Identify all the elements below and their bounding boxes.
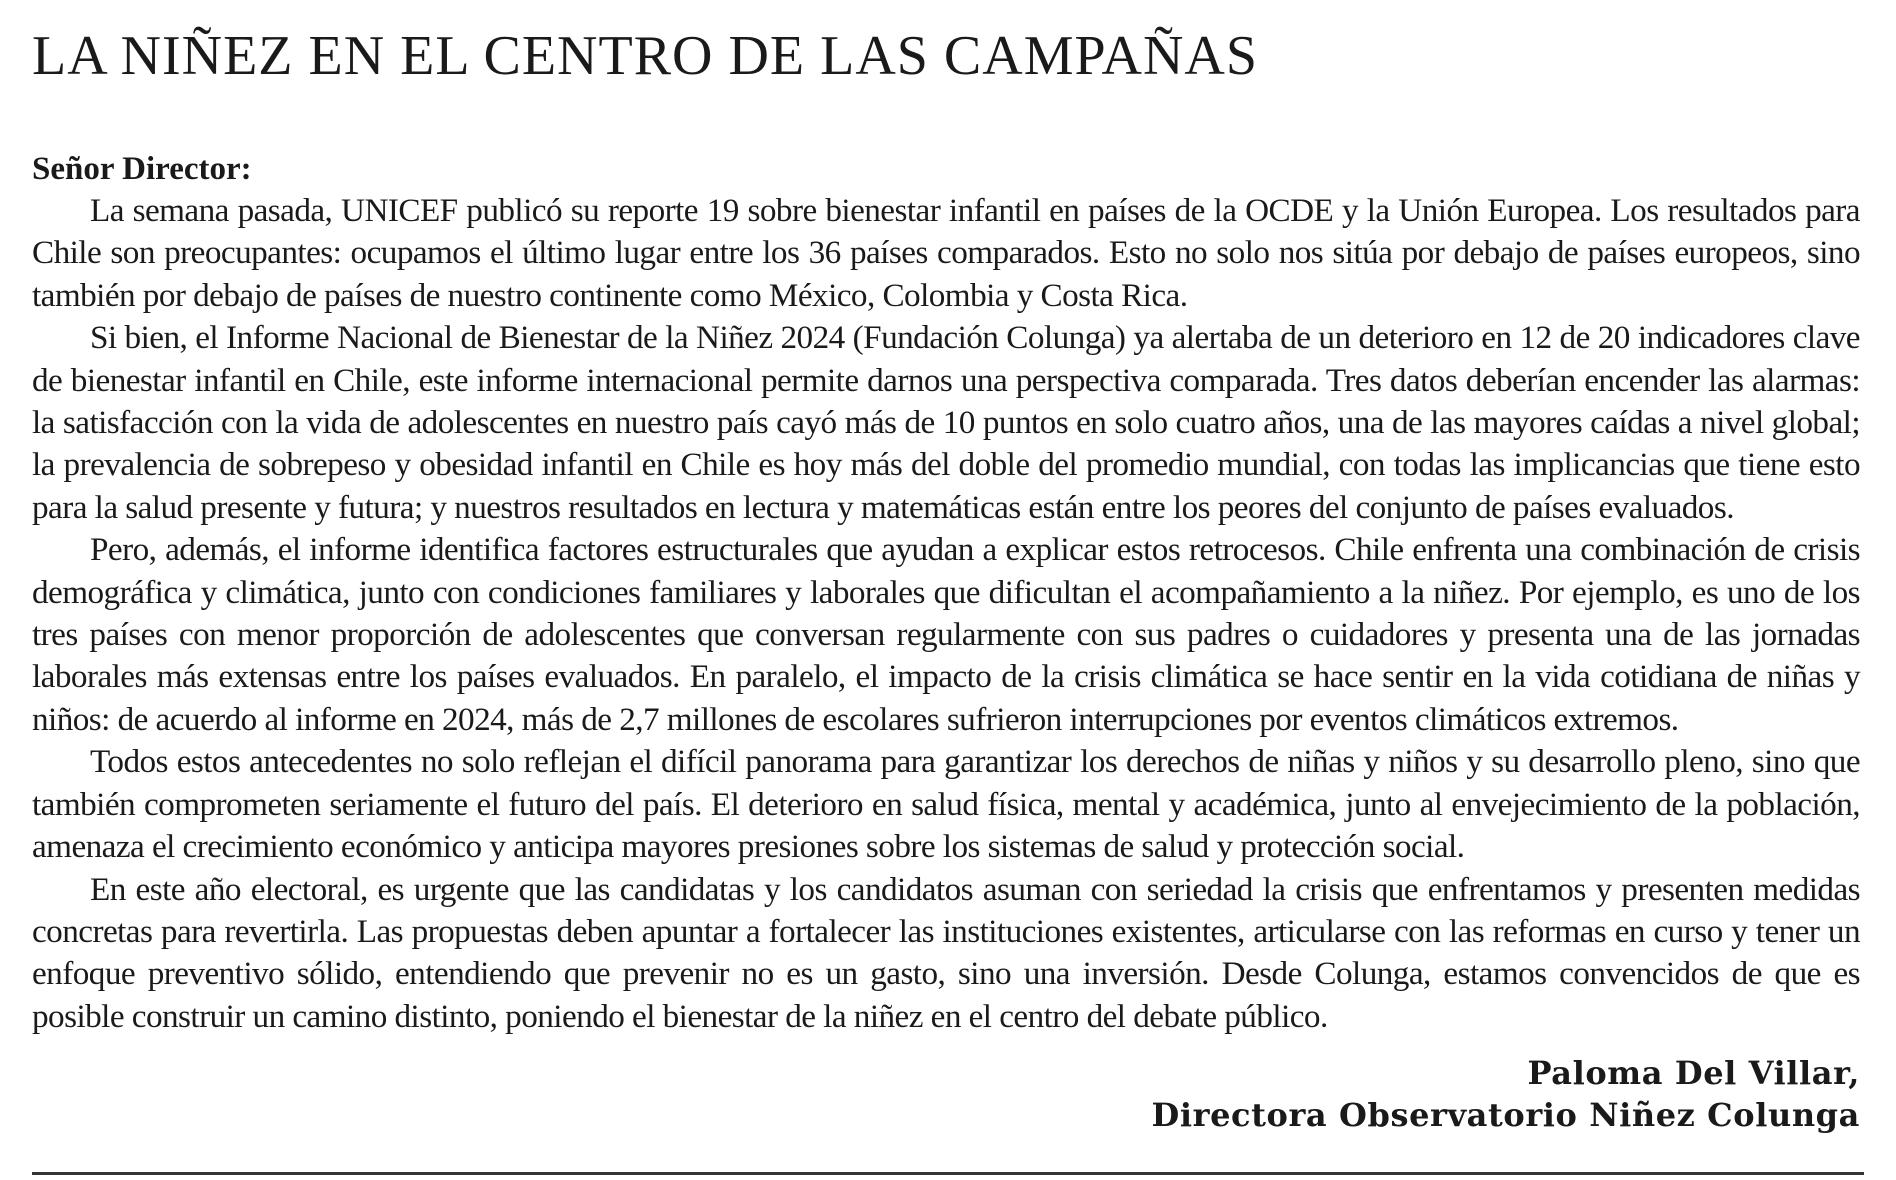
paragraph: En este año electoral, es urgente que las candidatas y los candidatos asuman con seriedad la crisis que enfrentamos y presenten medidas concretas para revertirla. Las propuestas deben apuntar a fortalecer las instituciones existentes, articularse con las reformas en curso y tener un enfoque preventivo sólido, entendiendo que prevenir no es un gasto, sino una inversión. Desde Colunga, estamos convencidos de que es posible construir un camino distinto, poniendo el bienestar de la niñez en el centro del debate público.	[32, 870, 1860, 1035]
paragraph: Todos estos antecedentes no solo reflejan el difícil panorama para garantizar los derechos de niñas y niños y su desarrollo pleno, sino que también comprometen seriamente el futuro del país. El deterioro en salud física, mental y académica, junto al envejecimiento de la población, amenaza el crecimiento económico y anticipa mayores presiones sobre los sistemas de salud y protección social.	[32, 743, 1860, 866]
paragraph: Si bien, el Informe Nacional de Bienestar de la Niñez 2024 (Fundación Colunga) ya alertaba de un deterioro en 12 de 20 indicadores clave de bienestar infantil en Chile, este informe internacional permite darnos una perspectiva comparada. Tres datos deberían encender las alarmas: la satisfacción con la vida de adolescentes en nuestro país cayó más de 10 puntos en solo cuatro años, una de las mayores caídas a nivel global; la prevalencia de sobrepeso y obesidad infantil en Chile es hoy más del doble del promedio mundial, con todas las implicancias que tiene esto para la salud presente y futura; y nuestros resultados en lectura y matemáticas están entre los peores del conjunto de países evaluados.	[32, 319, 1860, 526]
author-name: Paloma Del Villar,	[1527, 1054, 1860, 1093]
paragraph: Pero, además, el informe identifica factores estructurales que ayudan a explicar estos retrocesos. Chile enfrenta una combinación de crisis demográfica y climática, junto con condiciones familiares y laborales que dificultan el acompañamiento a la niñez. Por ejemplo, es uno de los tres países con menor proporción de adolescentes que conversan regularmente con sus padres o cuidadores y presenta una de las jornadas laborales más extensas entre los países evaluados. En paralelo, el impacto de la crisis climática se hace sentir en la vida cotidiana de niñas y niños: de acuerdo al informe en 2024, más de 2,7 millones de escolares sufrieron interrupciones por eventos climáticos extremos.	[32, 531, 1860, 738]
paragraph: La semana pasada, UNICEF publicó su reporte 19 sobre bienestar infantil en países de la OCDE y la Unión Europea. Los resultados para Chile son preocupantes: ocupamos el último lugar entre los 36 países comparados. Esto no solo nos sitúa por debajo de países europeos, sino también por debajo de países de nuestro continente como México, Colombia y Costa Rica.	[32, 192, 1860, 314]
salutation: Señor Director:	[32, 151, 252, 187]
letter-to-editor	[32, 0, 1860, 1136]
headline: LA NIÑEZ EN EL CENTRO DE LAS CAMPAÑAS	[32, 25, 1258, 87]
letter-body	[32, 190, 1860, 1038]
author-role: Directora Observatorio Niñez Colunga	[1151, 1096, 1860, 1135]
signature-block	[32, 1052, 1860, 1136]
bottom-divider	[32, 1172, 1864, 1175]
